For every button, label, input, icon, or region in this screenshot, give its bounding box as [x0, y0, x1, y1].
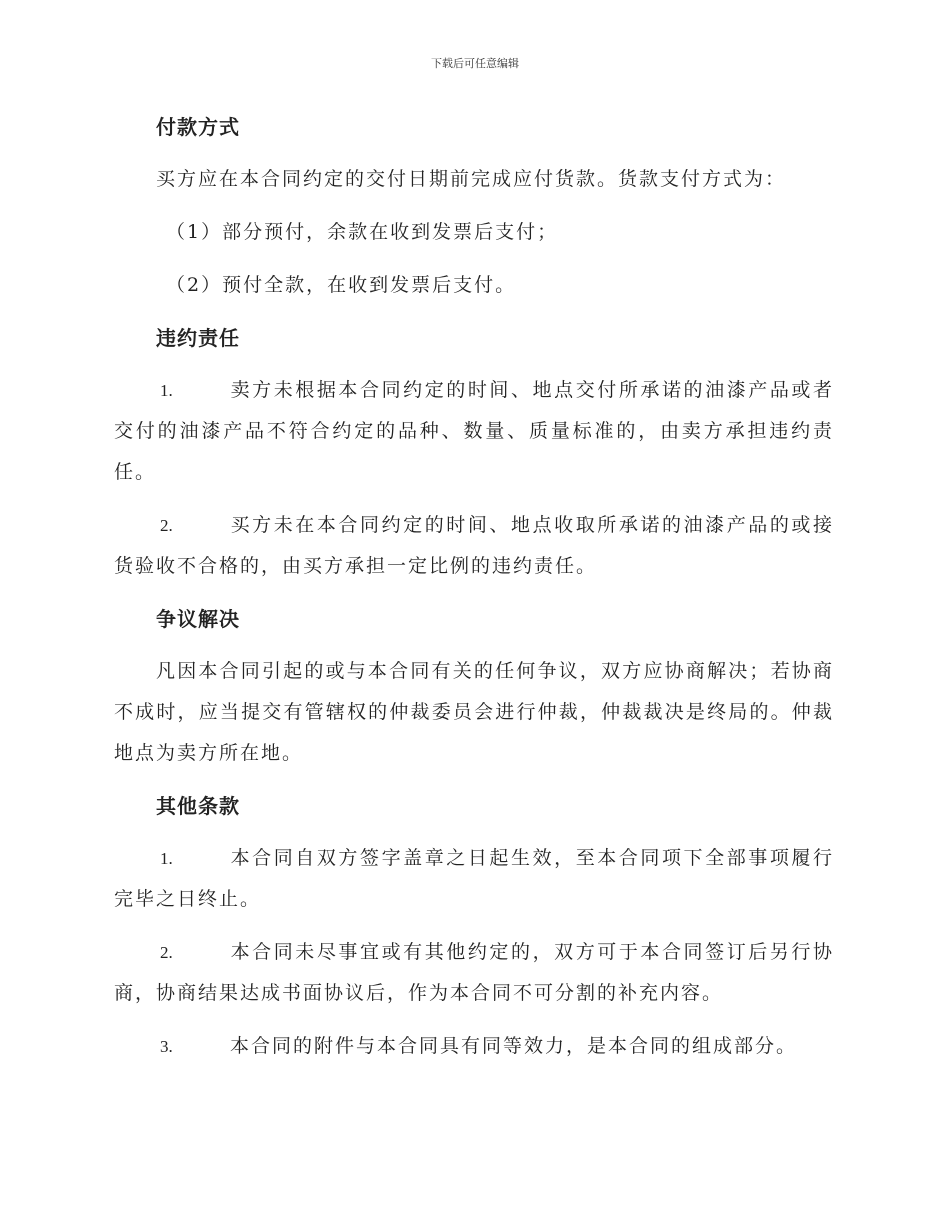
other-item-3-number: 3. — [160, 1037, 173, 1056]
section-heading-other: 其他条款 — [156, 794, 240, 818]
breach-item-2-text: 买方未在本合同约定的时间、地点收取所承诺的油漆产品的或接货验收不合格的，由买方承担一定比例的违约责任。 — [114, 514, 834, 577]
other-item-3-text: 本合同的附件与本合同具有同等效力，是本合同的组成部分。 — [230, 1035, 798, 1057]
other-item-3 — [114, 1026, 834, 1067]
dispute-text: 凡因本合同引起的或与本合同有关的任何争议，双方应协商解决；若协商不成时，应当提交有管辖权的仲裁委员会进行仲裁，仲裁裁决是终局的。仲裁地点为卖方所在地。 — [114, 660, 834, 764]
payment-option-1: （1）部分预付，余款在收到发票后支付； — [166, 221, 559, 243]
other-item-2-number: 2. — [160, 943, 173, 962]
breach-item-1-text: 卖方未根据本合同约定的时间、地点交付所承诺的油漆产品或者交付的油漆产品不符合约定的品种、数量、质量标准的，由卖方承担违约责任。 — [114, 379, 834, 483]
payment-intro: 买方应在本合同约定的交付日期前完成应付货款。货款支付方式为： — [156, 168, 787, 190]
breach-item-2-number: 2. — [160, 516, 173, 535]
other-item-2-text: 本合同未尽事宜或有其他约定的，双方可于本合同签订后另行协商，协商结果达成书面协议后，作为本合同不可分割的补充内容。 — [114, 941, 834, 1004]
section-heading-dispute: 争议解决 — [156, 607, 240, 631]
other-item-2 — [114, 932, 834, 1014]
section-heading-breach: 违约责任 — [156, 326, 240, 350]
document-body — [114, 108, 834, 1067]
breach-item-1 — [114, 370, 834, 493]
other-item-1-number: 1. — [160, 849, 173, 868]
header-note: 下载后可任意编辑 — [431, 57, 519, 70]
other-item-1 — [114, 838, 834, 920]
breach-item-2 — [114, 505, 834, 587]
section-heading-payment: 付款方式 — [156, 115, 240, 139]
breach-item-1-number: 1. — [160, 381, 173, 400]
other-item-1-text: 本合同自双方签字盖章之日起生效，至本合同项下全部事项履行完毕之日终止。 — [114, 847, 834, 910]
payment-option-2: （2）预付全款，在收到发票后支付。 — [166, 274, 517, 296]
